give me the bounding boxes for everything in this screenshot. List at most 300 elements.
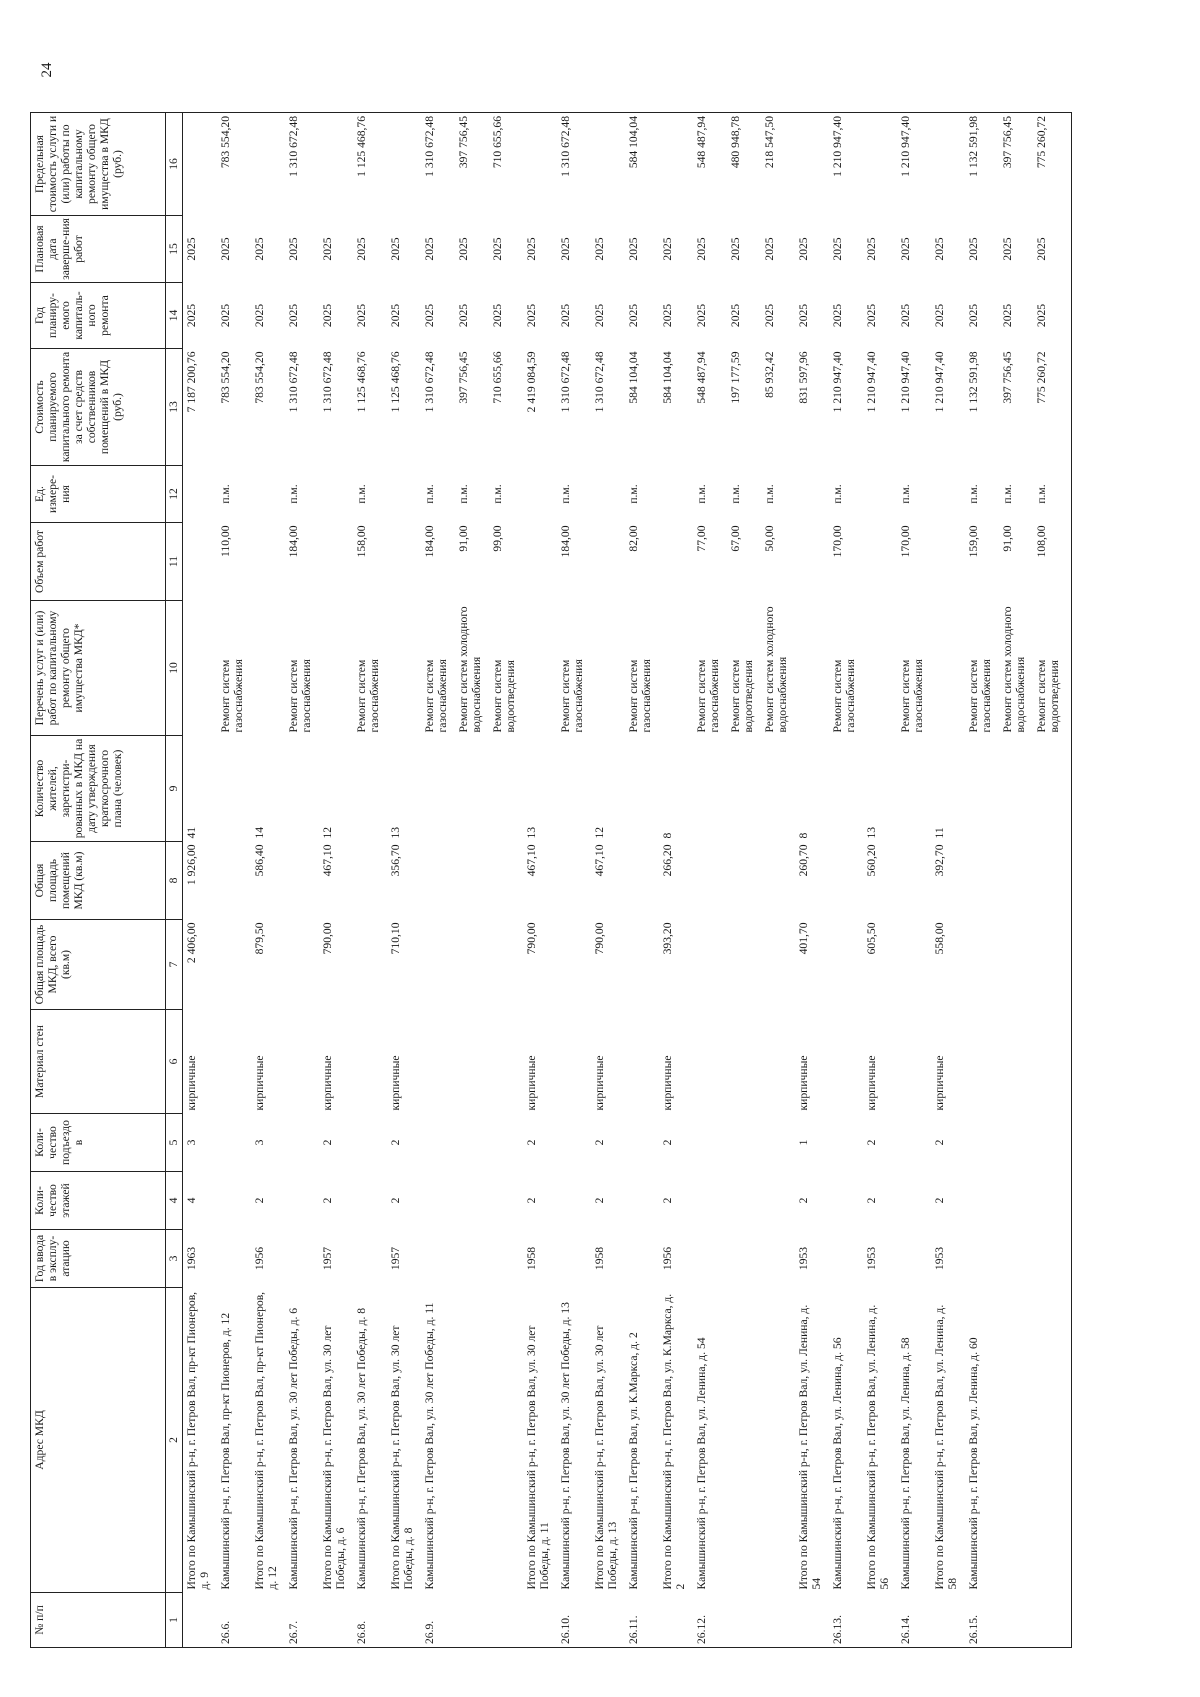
row-area-rooms — [217, 842, 251, 920]
row-walls: кирпичные — [321, 1055, 334, 1111]
row-year: 1956 — [253, 1246, 266, 1271]
row-entrances — [727, 1114, 761, 1172]
table-row — [829, 113, 863, 1648]
row-limit: 1 310 672,48 — [421, 113, 455, 216]
row-area-total: 879,50 — [253, 922, 266, 955]
row-area-total — [285, 920, 319, 1010]
row-plan-year: 2025 — [933, 303, 946, 328]
row-limit: 775 260,72 — [1033, 113, 1067, 216]
row-volume — [523, 523, 557, 601]
row-end-date: 2025 — [457, 237, 470, 261]
row-number — [455, 1593, 489, 1648]
row-plan-year: 2025 — [627, 303, 640, 328]
row-unit: п.м. — [1035, 484, 1048, 504]
row-year: 1953 — [933, 1246, 946, 1271]
row-cost: 1 310 672,48 — [559, 351, 572, 413]
row-limit — [387, 113, 421, 216]
row-number — [489, 1593, 523, 1648]
row-work: Ремонт систем водоотведения — [1035, 659, 1061, 733]
row-address: Итого по Камышинский р-н, г. Петров Вал, ул. Ленина, д. 58 — [933, 1304, 959, 1590]
row-cost: 1 210 947,40 — [865, 351, 878, 413]
row-number — [761, 1593, 795, 1648]
row-area-rooms: 260,70 — [797, 844, 810, 877]
repair-plan-table — [30, 112, 1072, 1648]
row-residents — [353, 736, 387, 842]
table-bottom-cell — [1067, 349, 1072, 466]
row-work: Ремонт систем газоснабжения — [559, 659, 585, 733]
row-cost: 1 210 947,40 — [899, 351, 912, 413]
row-address: Итого по Камышинский р-н, г. Петров Вал, пр-кт Пионеров, д. 12 — [253, 1291, 279, 1590]
table-header-row — [31, 113, 166, 1648]
row-volume: 82,00 — [627, 525, 640, 552]
row-residents: 12 — [321, 826, 334, 839]
row-end-date: 2025 — [423, 237, 436, 261]
row-area-rooms — [285, 842, 319, 920]
row-work: Ремонт систем газоснабжения — [219, 659, 245, 733]
row-unit: п.м. — [355, 484, 368, 504]
row-area-total — [557, 920, 591, 1010]
row-walls — [693, 1010, 727, 1114]
row-walls: кирпичные — [933, 1055, 946, 1111]
row-number — [999, 1593, 1033, 1648]
row-work — [523, 601, 557, 736]
row-end-date: 2025 — [491, 237, 504, 261]
table-row — [965, 113, 999, 1648]
row-plan-year: 2025 — [219, 303, 232, 328]
row-entrances — [693, 1114, 727, 1172]
row-address: Итого по Камышинский р-н, г. Петров Вал, пр-кт Пионеров, д. 9 — [185, 1291, 211, 1590]
row-limit: 1 125 468,76 — [353, 113, 387, 216]
row-address: Камышинский р-н, г. Петров Вал, ул. 30 лет Победы, д. 11 — [423, 1302, 436, 1590]
row-end-date: 2025 — [219, 237, 232, 261]
row-address: Камышинский р-н, г. Петров Вал, пр-кт Пионеров, д. 12 — [219, 1312, 232, 1590]
table-bottom-cell — [1067, 1230, 1072, 1288]
row-end-date: 2025 — [661, 237, 674, 261]
row-residents — [727, 736, 761, 842]
row-plan-year: 2025 — [185, 303, 198, 328]
row-area-total — [421, 920, 455, 1010]
row-volume: 99,00 — [491, 525, 504, 552]
row-plan-year: 2025 — [763, 303, 776, 328]
row-volume: 184,00 — [423, 525, 436, 558]
row-walls — [897, 1010, 931, 1114]
row-number: 26.15. — [965, 1593, 999, 1648]
row-year — [727, 1230, 761, 1288]
row-year — [421, 1230, 455, 1288]
table-row — [625, 113, 659, 1648]
col-header-area-rooms: Общая площадь помещений МКД (кв.м) — [31, 842, 166, 920]
row-area-rooms — [489, 842, 523, 920]
row-volume: 108,00 — [1035, 525, 1048, 558]
row-area-rooms: 1 926,00 — [185, 844, 198, 886]
row-plan-year: 2025 — [831, 303, 844, 328]
row-unit: п.м. — [219, 484, 232, 504]
row-area-total: 393,20 — [661, 922, 674, 955]
row-plan-year: 2025 — [729, 303, 742, 328]
row-area-total: 710,10 — [389, 922, 402, 955]
row-volume: 159,00 — [967, 525, 980, 558]
table-row — [795, 113, 829, 1648]
row-work: Ремонт систем водоотведения — [729, 659, 755, 733]
row-plan-year: 2025 — [967, 303, 980, 328]
row-end-date: 2025 — [967, 237, 980, 261]
row-address: Итого по Камышинский р-н, г. Петров Вал, ул. 30 лет Победы, д. 11 — [525, 1325, 551, 1590]
col-number: 6 — [166, 1010, 183, 1114]
row-area-rooms: 467,10 — [321, 844, 334, 877]
row-residents — [285, 736, 319, 842]
row-year — [625, 1230, 659, 1288]
row-unit: п.м. — [763, 484, 776, 504]
table-row — [1033, 113, 1067, 1648]
row-year: 1956 — [661, 1246, 674, 1271]
row-year — [353, 1230, 387, 1288]
row-limit — [523, 113, 557, 216]
row-floors — [693, 1172, 727, 1230]
row-year — [557, 1230, 591, 1288]
col-header-limit: Предельная стоимость услуги и (или) работы по капитальному ремонту общего имущества в МКД (руб.) — [31, 113, 166, 216]
row-address: Камышинский р-н, г. Петров Вал, ул. Ленина, д. 60 — [967, 1337, 980, 1590]
row-floors — [897, 1172, 931, 1230]
table-row — [897, 113, 931, 1648]
table-row — [659, 113, 693, 1648]
row-floors: 2 — [389, 1197, 402, 1204]
row-plan-year: 2025 — [253, 303, 266, 328]
row-work — [183, 601, 218, 736]
col-number: 5 — [166, 1114, 183, 1172]
row-year: 1953 — [797, 1246, 810, 1271]
row-end-date: 2025 — [1035, 237, 1048, 261]
row-entrances — [965, 1114, 999, 1172]
row-year — [693, 1230, 727, 1288]
row-work — [863, 601, 897, 736]
row-number: 26.9. — [421, 1593, 455, 1648]
row-limit: 1 210 947,40 — [897, 113, 931, 216]
row-volume — [795, 523, 829, 601]
row-area-rooms: 356,70 — [389, 844, 402, 877]
col-number: 15 — [166, 216, 183, 283]
row-limit: 1 310 672,48 — [557, 113, 591, 216]
row-cost: 783 554,20 — [219, 351, 232, 404]
row-area-rooms: 586,40 — [253, 844, 266, 877]
row-unit: п.м. — [729, 484, 742, 504]
column-number-row — [166, 113, 183, 1648]
row-area-total: 558,00 — [933, 922, 946, 955]
row-year: 1957 — [389, 1246, 402, 1271]
row-residents: 13 — [389, 826, 402, 839]
row-cost: 1 310 672,48 — [423, 351, 436, 413]
row-area-rooms — [557, 842, 591, 920]
row-plan-year: 2025 — [797, 303, 810, 328]
row-address: Камышинский р-н, г. Петров Вал, ул. Ленина, д. 58 — [899, 1337, 912, 1590]
row-volume: 158,00 — [355, 525, 368, 558]
table-bottom-cell — [1067, 1288, 1072, 1593]
row-floors: 4 — [185, 1197, 198, 1204]
table-bottom-cell — [1067, 736, 1072, 842]
row-address: Камышинский р-н, г. Петров Вал, ул. Ленина, д. 56 — [831, 1337, 844, 1590]
row-plan-year: 2025 — [321, 303, 334, 328]
row-work — [659, 601, 693, 736]
row-entrances — [557, 1114, 591, 1172]
col-header-floors: Коли-чество этажей — [31, 1172, 166, 1230]
row-entrances: 2 — [389, 1139, 402, 1146]
row-cost: 783 554,20 — [253, 351, 266, 404]
row-number: 26.13. — [829, 1593, 863, 1648]
row-end-date: 2025 — [695, 237, 708, 261]
row-area-total — [965, 920, 999, 1010]
row-floors — [625, 1172, 659, 1230]
row-cost: 397 756,45 — [457, 351, 470, 404]
table-row — [863, 113, 897, 1648]
row-work: Ремонт систем газоснабжения — [967, 659, 993, 733]
row-walls — [557, 1010, 591, 1114]
row-work: Ремонт систем газоснабжения — [899, 659, 925, 733]
row-end-date: 2025 — [253, 237, 266, 261]
row-unit — [795, 466, 829, 523]
row-address: Камышинский р-н, г. Петров Вал, ул. 30 лет Победы, д. 8 — [355, 1307, 368, 1590]
row-work — [319, 601, 353, 736]
row-unit — [319, 466, 353, 523]
row-plan-year: 2025 — [695, 303, 708, 328]
row-work — [251, 601, 285, 736]
row-number — [183, 1593, 218, 1648]
row-number — [387, 1593, 421, 1648]
row-area-rooms — [999, 842, 1033, 920]
row-plan-year: 2025 — [525, 303, 538, 328]
row-number — [727, 1593, 761, 1648]
col-number: 9 — [166, 736, 183, 842]
page-number: 24 — [39, 62, 55, 78]
row-cost: 710 655,66 — [491, 351, 504, 404]
row-walls: кирпичные — [865, 1055, 878, 1111]
row-volume — [319, 523, 353, 601]
row-residents — [625, 736, 659, 842]
row-unit: п.м. — [899, 484, 912, 504]
row-year — [999, 1230, 1033, 1288]
row-area-rooms — [965, 842, 999, 920]
col-number: 13 — [166, 349, 183, 466]
row-limit — [795, 113, 829, 216]
row-end-date: 2025 — [899, 237, 912, 261]
row-plan-year: 2025 — [593, 303, 606, 328]
row-floors — [489, 1172, 523, 1230]
row-limit: 397 756,45 — [999, 113, 1033, 216]
row-work: Ремонт систем газоснабжения — [423, 659, 449, 733]
row-area-total — [625, 920, 659, 1010]
row-entrances: 2 — [525, 1139, 538, 1146]
row-address: Камышинский р-н, г. Петров Вал, ул. Ленина, д. 54 — [695, 1337, 708, 1590]
row-walls — [421, 1010, 455, 1114]
row-volume — [931, 523, 965, 601]
row-walls: кирпичные — [525, 1055, 538, 1111]
row-cost: 397 756,45 — [1001, 351, 1014, 404]
row-volume: 91,00 — [1001, 525, 1014, 552]
row-area-rooms — [1033, 842, 1067, 920]
row-floors — [455, 1172, 489, 1230]
row-cost: 1 310 672,48 — [593, 351, 606, 413]
row-cost: 1 132 591,98 — [967, 351, 980, 413]
table-row — [523, 113, 557, 1648]
row-walls: кирпичные — [661, 1055, 674, 1111]
table-row — [761, 113, 795, 1648]
row-residents — [897, 736, 931, 842]
row-unit — [591, 466, 625, 523]
row-year — [761, 1230, 795, 1288]
row-unit — [931, 466, 965, 523]
row-residents: 8 — [797, 832, 810, 839]
row-end-date: 2025 — [831, 237, 844, 261]
row-walls — [829, 1010, 863, 1114]
row-cost: 1 310 672,48 — [321, 351, 334, 413]
row-end-date: 2025 — [287, 237, 300, 261]
col-number: 14 — [166, 283, 183, 349]
row-end-date: 2025 — [559, 237, 572, 261]
row-walls: кирпичные — [185, 1055, 198, 1111]
row-area-total — [353, 920, 387, 1010]
table-row — [931, 113, 965, 1648]
row-plan-year: 2025 — [491, 303, 504, 328]
row-work — [931, 601, 965, 736]
row-volume: 67,00 — [729, 525, 742, 552]
row-unit: п.м. — [831, 484, 844, 504]
row-residents — [965, 736, 999, 842]
row-walls: кирпичные — [253, 1055, 266, 1111]
table-bottom-cell — [1067, 1593, 1072, 1648]
row-walls — [353, 1010, 387, 1114]
row-year — [897, 1230, 931, 1288]
rotated-table-area — [30, 48, 1170, 1648]
row-unit — [659, 466, 693, 523]
row-work — [795, 601, 829, 736]
row-plan-year: 2025 — [559, 303, 572, 328]
row-floors — [421, 1172, 455, 1230]
row-cost: 1 125 468,76 — [389, 351, 402, 413]
row-end-date: 2025 — [865, 237, 878, 261]
table-row — [387, 113, 421, 1648]
row-number — [795, 1593, 829, 1648]
row-unit — [523, 466, 557, 523]
row-work: Ремонт систем газоснабжения — [287, 659, 313, 733]
row-year: 1963 — [185, 1246, 198, 1271]
table-body — [183, 113, 1072, 1648]
row-address — [727, 1288, 761, 1593]
row-entrances — [999, 1114, 1033, 1172]
table-bottom-cell — [1067, 466, 1072, 523]
row-area-total: 2 406,00 — [185, 922, 198, 964]
row-cost: 584 104,04 — [661, 351, 674, 404]
row-number — [659, 1593, 693, 1648]
row-number: 26.7. — [285, 1593, 319, 1648]
row-walls — [999, 1010, 1033, 1114]
table-bottom-cell — [1067, 113, 1072, 216]
row-cost: 1 125 468,76 — [355, 351, 368, 413]
row-year: 1958 — [593, 1246, 606, 1271]
col-header-walls: Материал стен — [31, 1010, 166, 1114]
row-plan-year: 2025 — [423, 303, 436, 328]
table-row — [421, 113, 455, 1648]
row-end-date: 2025 — [321, 237, 334, 261]
row-volume: 170,00 — [831, 525, 844, 558]
row-entrances: 2 — [593, 1139, 606, 1146]
row-number — [863, 1593, 897, 1648]
row-unit: п.м. — [423, 484, 436, 504]
row-plan-year: 2025 — [865, 303, 878, 328]
row-address: Итого по Камышинский р-н, г. Петров Вал, ул. 30 лет Победы, д. 13 — [593, 1325, 619, 1590]
col-number: 3 — [166, 1230, 183, 1288]
row-number — [251, 1593, 285, 1648]
row-entrances: 2 — [321, 1139, 334, 1146]
row-volume — [591, 523, 625, 601]
row-number: 26.11. — [625, 1593, 659, 1648]
col-header-plan-year: Год планиру-емого капиталь-ного ремонта — [31, 283, 166, 349]
row-area-total — [897, 920, 931, 1010]
row-end-date: 2025 — [525, 237, 538, 261]
row-volume — [251, 523, 285, 601]
row-year: 1957 — [321, 1246, 334, 1271]
row-area-total — [1033, 920, 1067, 1010]
row-cost: 584 104,04 — [627, 351, 640, 404]
row-residents — [455, 736, 489, 842]
row-walls — [455, 1010, 489, 1114]
row-walls — [285, 1010, 319, 1114]
row-entrances — [829, 1114, 863, 1172]
row-area-total — [693, 920, 727, 1010]
table-bottom-cell — [1067, 842, 1072, 920]
row-plan-year: 2025 — [457, 303, 470, 328]
row-unit: п.м. — [967, 484, 980, 504]
row-plan-year: 2025 — [899, 303, 912, 328]
row-area-total — [455, 920, 489, 1010]
row-area-rooms — [727, 842, 761, 920]
row-walls — [965, 1010, 999, 1114]
row-entrances: 2 — [933, 1139, 946, 1146]
row-residents — [693, 736, 727, 842]
row-volume: 184,00 — [287, 525, 300, 558]
table-row — [353, 113, 387, 1648]
row-volume — [387, 523, 421, 601]
row-unit: п.м. — [491, 484, 504, 504]
row-entrances — [625, 1114, 659, 1172]
row-limit: 783 554,20 — [217, 113, 251, 216]
col-header-area-total: Общая площадь МКД, всего (кв.м) — [31, 920, 166, 1010]
row-residents: 8 — [661, 832, 674, 839]
row-limit: 218 547,50 — [761, 113, 795, 216]
row-plan-year: 2025 — [389, 303, 402, 328]
row-volume — [183, 523, 218, 601]
row-entrances — [897, 1114, 931, 1172]
row-cost: 1 210 947,40 — [831, 351, 844, 413]
row-limit: 710 655,66 — [489, 113, 523, 216]
row-floors: 2 — [797, 1197, 810, 1204]
row-residents — [829, 736, 863, 842]
row-limit — [319, 113, 353, 216]
row-end-date: 2025 — [797, 237, 810, 261]
row-plan-year: 2025 — [1001, 303, 1014, 328]
row-work: Ремонт систем газоснабжения — [695, 659, 721, 733]
table-row — [693, 113, 727, 1648]
row-unit: п.м. — [457, 484, 470, 504]
row-entrances — [455, 1114, 489, 1172]
row-residents: 13 — [865, 826, 878, 839]
col-header-residents: Количество жителей, зарегистри-рованных в МКД на дату утверждения краткосрочного плана (человек) — [31, 736, 166, 842]
row-residents: 41 — [185, 826, 198, 839]
row-year: 1958 — [525, 1246, 538, 1271]
row-walls: кирпичные — [389, 1055, 402, 1111]
row-work: Ремонт систем газоснабжения — [831, 659, 857, 733]
row-entrances — [217, 1114, 251, 1172]
row-unit — [183, 466, 218, 523]
row-area-total — [761, 920, 795, 1010]
row-floors — [829, 1172, 863, 1230]
